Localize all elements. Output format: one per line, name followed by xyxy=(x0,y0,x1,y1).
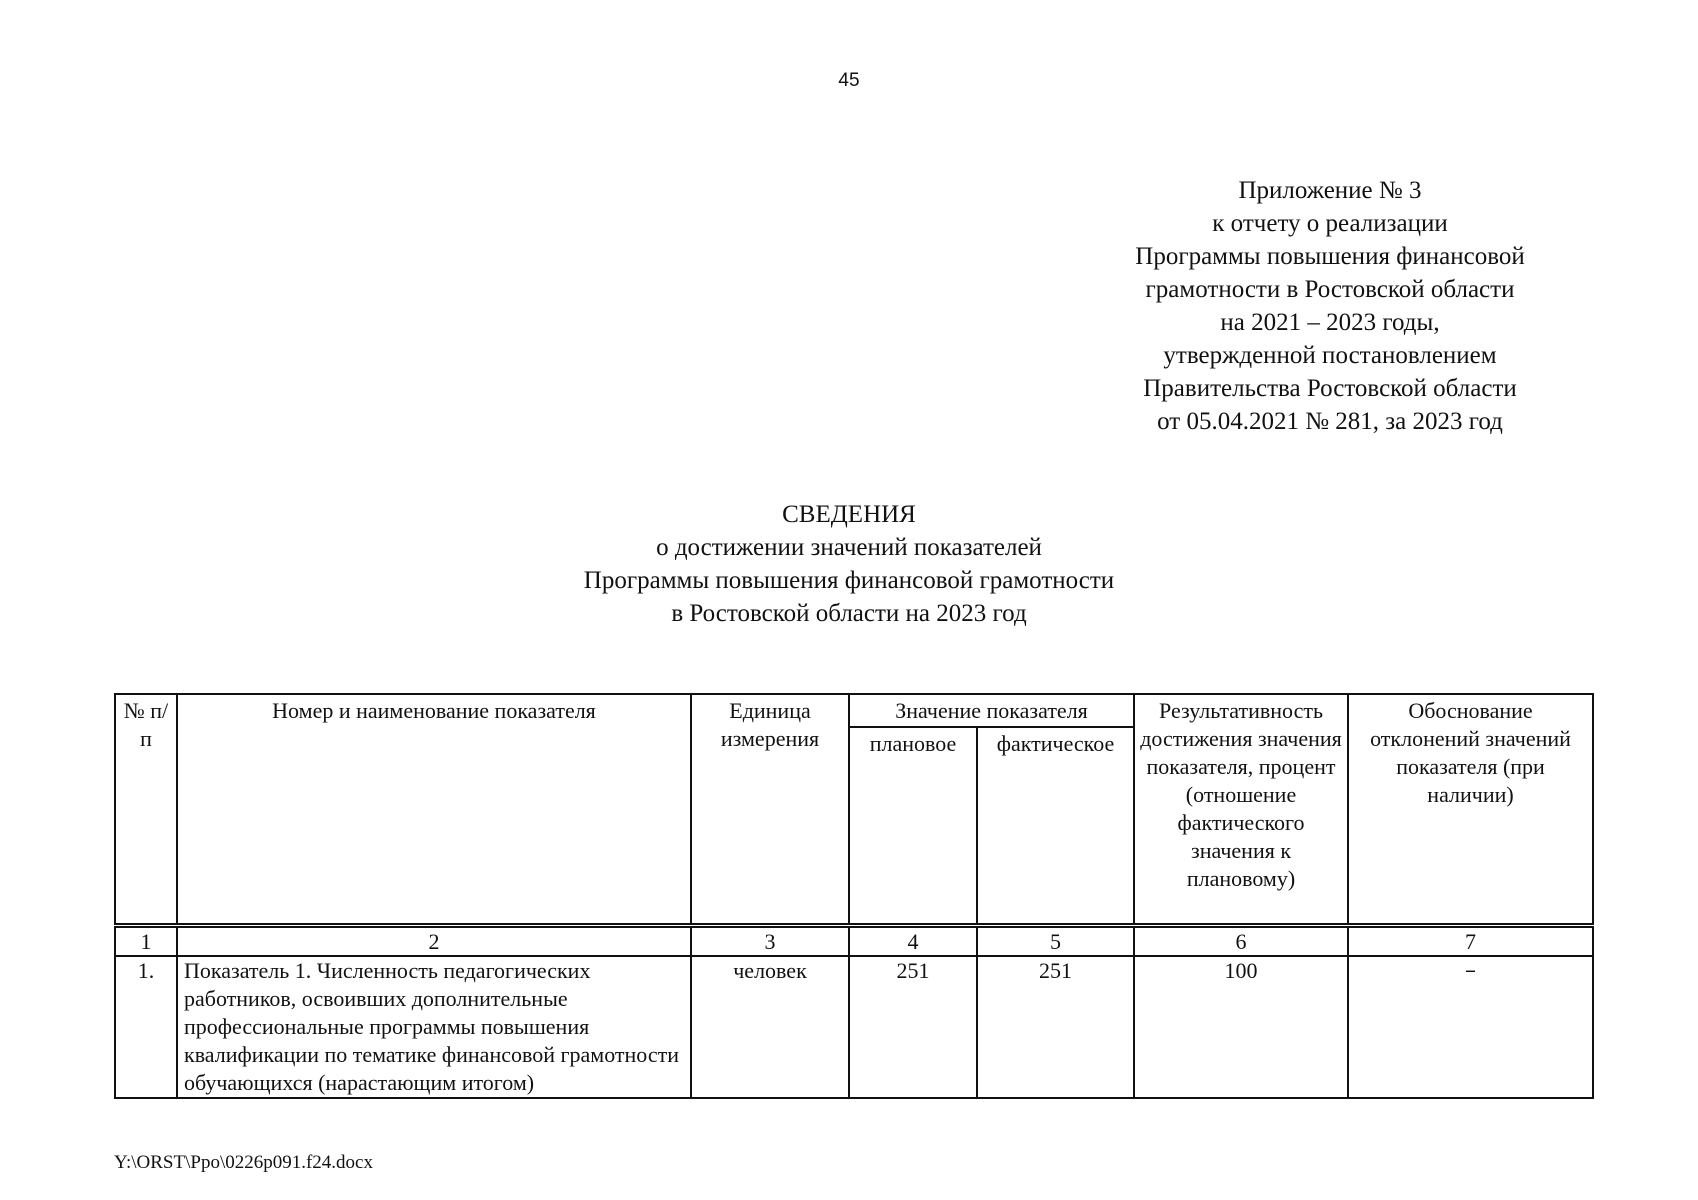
header-unit: Единица измерения xyxy=(691,694,849,926)
header-value-group: Значение показателя xyxy=(849,694,1134,727)
header-result: Результативность достижения значения показателя, процент (отношение фактического значения к плановому) xyxy=(1134,694,1348,926)
column-number: 2 xyxy=(177,926,691,957)
appendix-line: к отчету о реализации xyxy=(1212,210,1448,237)
appendix-line: от 05.04.2021 № 281, за 2023 год xyxy=(1157,408,1503,435)
appendix-line: на 2021 – 2023 годы, xyxy=(1220,309,1440,336)
header-justification: Обоснование отклонений значений показателя (при наличии) xyxy=(1348,694,1593,926)
row-result: 100 xyxy=(1134,956,1348,1098)
column-number: 5 xyxy=(977,926,1134,957)
header-planned: плановое xyxy=(849,727,977,926)
table-row xyxy=(115,956,1593,1098)
title-line: о достижении значений показателей xyxy=(656,534,1042,561)
page-number: 45 xyxy=(838,70,860,91)
document-title xyxy=(0,498,1698,630)
column-number: 4 xyxy=(849,926,977,957)
row-num: 1. xyxy=(115,956,177,1098)
file-path-footer: Y:\ORST\Ppo\0226p091.f24.docx xyxy=(114,1152,373,1173)
row-planned: 251 xyxy=(849,956,977,1098)
appendix-line: Программы повышения финансовой xyxy=(1135,243,1525,270)
column-number: 6 xyxy=(1134,926,1348,957)
header-actual: фактическое xyxy=(977,727,1134,926)
appendix-line: утвержденной постановлением xyxy=(1163,342,1497,369)
row-justification: – xyxy=(1348,956,1593,1098)
header-row xyxy=(115,694,1593,727)
appendix-line: Приложение № 3 xyxy=(1238,177,1422,204)
row-unit: человек xyxy=(691,956,849,1098)
column-number: 7 xyxy=(1348,926,1593,957)
column-number: 3 xyxy=(691,926,849,957)
row-actual: 251 xyxy=(977,956,1134,1098)
title-line: СВЕДЕНИЯ xyxy=(782,501,916,528)
appendix-block xyxy=(1110,174,1550,438)
appendix-line: Правительства Ростовской области xyxy=(1143,375,1517,402)
header-num: № п/п xyxy=(115,694,177,926)
header-name: Номер и наименование показателя xyxy=(177,694,691,926)
column-numbers-row xyxy=(115,926,1593,957)
row-name: Показатель 1. Численность педагогических работников, освоивших дополнительные профессиональные программы повышения квалификации по тематике финансовой грамотности обучающихся (нарастающим итогом) xyxy=(177,956,691,1098)
title-line: в Ростовской области на 2023 год xyxy=(671,600,1027,627)
appendix-line: грамотности в Ростовской области xyxy=(1145,276,1515,303)
column-number: 1 xyxy=(115,926,177,957)
title-line: Программы повышения финансовой грамотности xyxy=(583,567,1115,594)
indicators-table xyxy=(114,693,1594,1099)
